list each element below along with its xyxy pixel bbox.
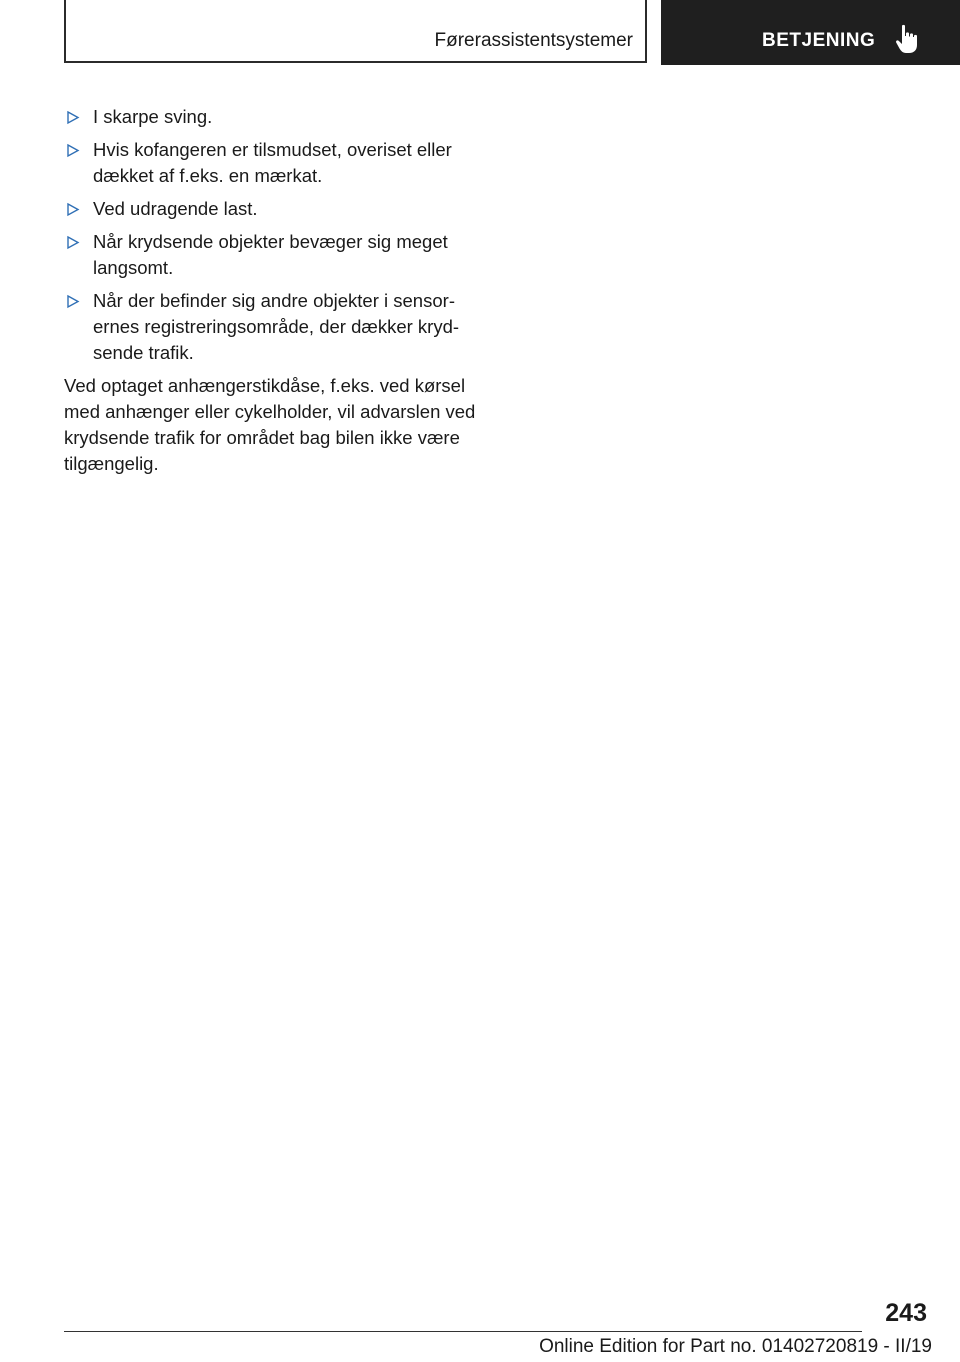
- bullet-list: [64, 104, 484, 366]
- chapter-tab[interactable]: [661, 0, 960, 65]
- list-item: [64, 229, 484, 281]
- main-content: [64, 104, 484, 477]
- footer-edition-text: Online Edition for Part no. 01402720819 - II/19: [539, 1336, 932, 1357]
- pointing-hand-icon: [895, 24, 919, 54]
- triangle-bullet-icon: [66, 288, 80, 314]
- triangle-bullet-icon: [66, 229, 80, 255]
- footer-divider: [64, 1331, 862, 1332]
- page-number: 243: [885, 1299, 927, 1327]
- body-paragraph: Ved optaget anhængerstikdåse, f.eks. ved kørsel med anhænger eller cykelholder, vil advarslen ved krydsende trafik for området bag bilen ikke være tilgængelig.: [64, 375, 476, 474]
- triangle-bullet-icon: [66, 137, 80, 163]
- list-item: [64, 137, 484, 189]
- list-item-text: Hvis kofangeren er tilsmudset, overiset eller dækket af f.eks. en mærkat.: [93, 139, 452, 186]
- list-item-text: Når der befinder sig andre objekter i sensorernes registreringsområde, der dækker krydsende trafik.: [93, 290, 460, 363]
- triangle-bullet-icon: [66, 196, 80, 222]
- chapter-label: BETJENING: [762, 30, 876, 51]
- list-item-text: I skarpe sving.: [93, 106, 213, 127]
- header-section-box: [64, 0, 647, 63]
- list-item: [64, 196, 484, 222]
- list-item: [64, 288, 484, 366]
- list-item-text: Når krydsende objekter bevæger sig meget langsomt.: [93, 231, 448, 278]
- list-item-text: Ved udragende last.: [93, 198, 258, 219]
- section-title: Førerassistentsystemer: [434, 30, 633, 51]
- list-item: [64, 104, 484, 130]
- triangle-bullet-icon: [66, 104, 80, 130]
